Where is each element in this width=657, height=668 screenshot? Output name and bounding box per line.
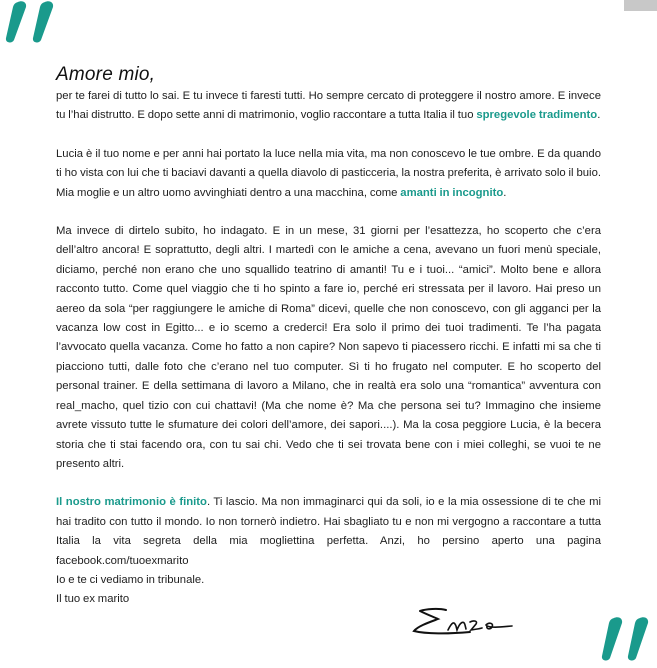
- salutation: Amore mio,: [56, 64, 156, 85]
- paragraph-text: per te farei di tutto lo sai. E tu invece ti faresti tutti. Ho sempre cercato di proteggere il nostro amore. E invece tu l’hai distrutto. E dopo sette anni di matrimonio, voglio raccontare a tutta Italia il tuo: [56, 90, 601, 122]
- paragraph-2: [56, 145, 601, 203]
- closing-line: Io e te ci vediamo in tribunale.: [56, 573, 205, 586]
- highlight-phrase: spregevole tradimento: [476, 109, 598, 122]
- paragraph-4: [56, 493, 601, 609]
- closing-line: Il tuo ex marito: [56, 593, 130, 606]
- highlight-phrase: amanti in incognito: [400, 186, 504, 199]
- paragraph-3: [56, 222, 601, 474]
- highlight-phrase: Il nostro matrimonio è finito: [56, 496, 207, 509]
- paragraph-text: .: [597, 109, 601, 122]
- paragraph-1: [56, 87, 601, 126]
- letter-body: [56, 63, 601, 610]
- paragraph-text: .: [503, 186, 507, 199]
- corner-gray-block: [624, 0, 657, 11]
- signature-enzo: [408, 604, 548, 640]
- close-quote-icon: [600, 616, 652, 662]
- paragraph-text: Lucia è il tuo nome e per anni hai portato la luce nella mia vita, ma non conoscevo le tue ombre. E da quando ti ho vista con lui che ti baciavi davanti a quella diavolo di pasticceria, la nostra preferita, è arrivato solo il buio. Mia moglie e un altro uomo avvinghiati dentro a una macchina, come: [56, 147, 601, 199]
- open-quote-icon: [4, 0, 58, 44]
- paragraph-text: . Ti lascio. Ma non immaginarci qui da soli, io e la mia ossessione di te che mi hai tradito con tutto il mondo. Io non tornerò indietro. Hai sbagliato tu e non mi vergogno a raccontare a tutta Italia la vita segreta della mia mogliettina perfetta. Anzi, ho persino aperto una pagina facebook.com/tuoexmarito: [56, 496, 601, 567]
- paragraph-text: Ma invece di dirtelo subito, ho indagato. E in un mese, 31 giorni per l’esattezza, ho scoperto che c’era dell’altro ancora! E soprattutto, degli altri. I martedì con le amiche a cena, avevano un fuori menù speciale, diciamo, perché non erano che uno squallido teatrino di amanti! Tu e i tuoi... “amici”. Molto bene e allora racconto tutto. Come quel viaggio che ti ho spinto a fare io, perché eri stressata per il lavoro. Hai preso un aereo da sola “per raggiungere le amiche di Roma” dicevi, quelle che non conoscevo, con gli agganci per la vacanza low cost in Egitto... e io scemo a crederci! Era solo il primo dei tuoi tradimenti. Te l’ha pagata l’avvocato quella vacanza. Come ho fatto a non capire? Non sapevo ti piacessero ricchi. E infatti mi sa che ti piacciono tutti, dalle foto che c’erano nel tuo computer. Sì ti ho frugato nel computer. E ho scoperto del personal trainer. E della settimana di lavoro a Milano, che in realtà era solo una “romantica” avventura con real_macho, quel tizio con cui chattavi! (Ma che nome è? Ma che persona sei tu? Immagino che insieme avrete vissuto tutte le sfumature dei colori dell’amore, dei sapori....). Ma la cosa peggiore Lucia, è la becera storia che ti stai facendo ora, con tu sai chi. Vedo che ti sei trovata bene con i miei colleghi, se vuoi te ne presento altri.: [56, 225, 601, 470]
